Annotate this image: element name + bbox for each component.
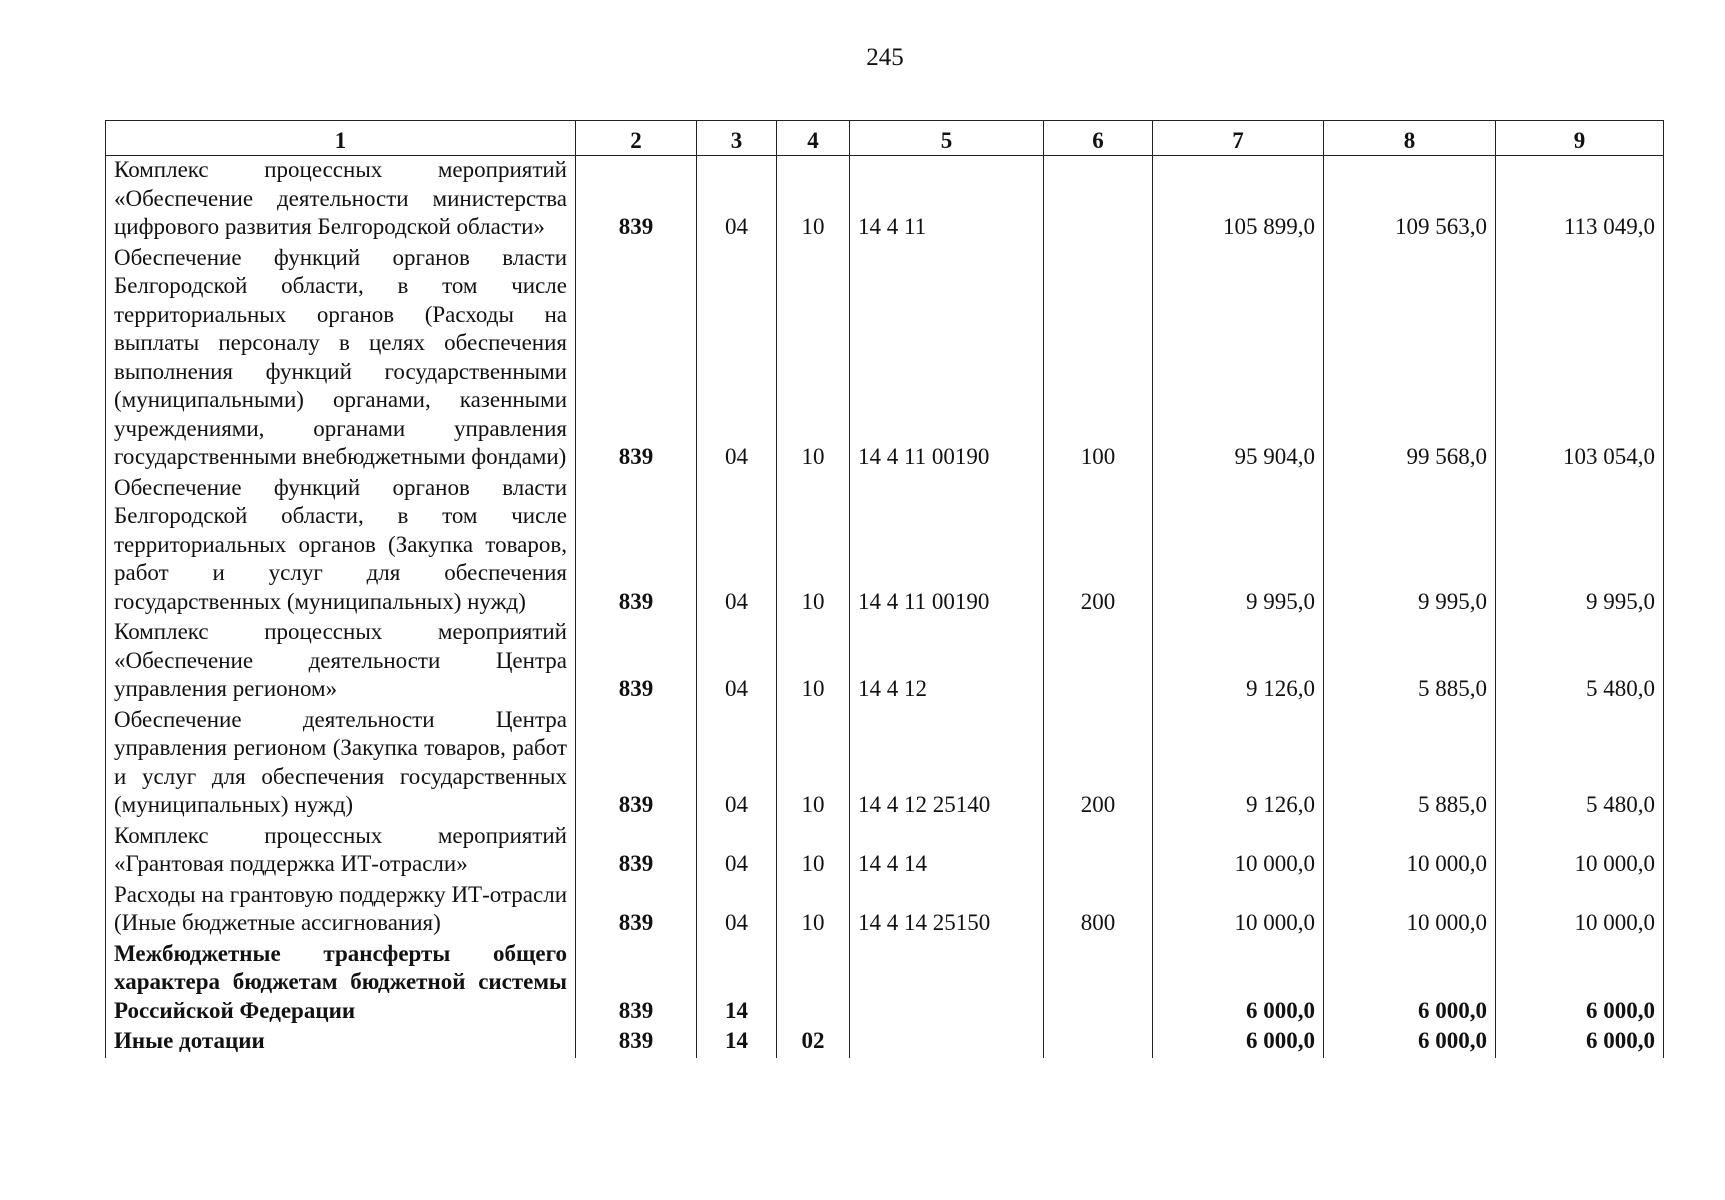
table-row [106, 244, 1664, 474]
table-row [106, 474, 1664, 619]
cell-target-article [850, 940, 1044, 1028]
header-col-9: 9 [1496, 121, 1664, 156]
cell-amount-year-3: 113 049,0 [1496, 156, 1664, 244]
cell-amount-year-2: 6 000,0 [1324, 940, 1496, 1028]
cell-subsection [777, 940, 850, 1028]
cell-ministry-code: 839 [576, 822, 697, 881]
cell-description: Обеспечение функций органов власти Белгородской области, в том числе территориальных органов (Закупка товаров, работ и услуг для обеспечения государственных (муниципальных) нужд) [106, 474, 576, 619]
cell-description: Комплекс процессных мероприятий «Обеспечение деятельности министерства цифрового развития Белгородской области» [106, 156, 576, 244]
header-col-3: 3 [697, 121, 777, 156]
cell-amount-year-3: 10 000,0 [1496, 881, 1664, 940]
cell-target-article: 14 4 12 [850, 618, 1044, 706]
cell-subsection: 10 [777, 156, 850, 244]
cell-description: Межбюджетные трансферты общего характера бюджетам бюджетной системы Российской Федерации [106, 940, 576, 1028]
cell-ministry-code: 839 [576, 474, 697, 619]
cell-amount-year-2: 5 885,0 [1324, 706, 1496, 822]
cell-ministry-code: 839 [576, 244, 697, 474]
cell-target-article: 14 4 11 00190 [850, 474, 1044, 619]
cell-subsection: 02 [777, 1027, 850, 1058]
cell-amount-year-2: 99 568,0 [1324, 244, 1496, 474]
table-row [106, 618, 1664, 706]
cell-amount-year-3: 103 054,0 [1496, 244, 1664, 474]
cell-expense-type: 200 [1044, 706, 1153, 822]
cell-amount-year-3: 6 000,0 [1496, 940, 1664, 1028]
header-col-4: 4 [777, 121, 850, 156]
page-number: 245 [866, 44, 904, 71]
cell-amount-year-2: 5 885,0 [1324, 618, 1496, 706]
budget-table [105, 120, 1664, 1058]
cell-amount-year-3: 6 000,0 [1496, 1027, 1664, 1058]
cell-ministry-code: 839 [576, 706, 697, 822]
cell-section: 04 [697, 244, 777, 474]
cell-description: Обеспечение функций органов власти Белгородской области, в том числе территориальных органов (Расходы на выплаты персоналу в целях обеспечения выполнения функций государственными (муниципальными) органами, казенными учреждениями, органами управления государственными внебюджетными фондами) [106, 244, 576, 474]
cell-description: Иные дотации [106, 1027, 576, 1058]
cell-ministry-code: 839 [576, 1027, 697, 1058]
cell-ministry-code: 839 [576, 881, 697, 940]
header-col-5: 5 [850, 121, 1044, 156]
cell-section: 04 [697, 822, 777, 881]
cell-amount-year-3: 5 480,0 [1496, 618, 1664, 706]
cell-expense-type [1044, 1027, 1153, 1058]
cell-expense-type [1044, 822, 1153, 881]
cell-amount-year-2: 10 000,0 [1324, 881, 1496, 940]
cell-subsection: 10 [777, 474, 850, 619]
cell-target-article: 14 4 14 25150 [850, 881, 1044, 940]
cell-subsection: 10 [777, 618, 850, 706]
cell-expense-type [1044, 156, 1153, 244]
table-row [106, 156, 1664, 244]
table-row [106, 822, 1664, 881]
table-row [106, 706, 1664, 822]
cell-section: 04 [697, 706, 777, 822]
header-row [106, 121, 1664, 156]
cell-section: 04 [697, 618, 777, 706]
cell-subsection: 10 [777, 822, 850, 881]
cell-section: 14 [697, 940, 777, 1028]
header-col-2: 2 [576, 121, 697, 156]
header-col-1: 1 [106, 121, 576, 156]
cell-amount-year-1: 6 000,0 [1153, 1027, 1324, 1058]
cell-amount-year-2: 9 995,0 [1324, 474, 1496, 619]
table-row [106, 940, 1664, 1028]
cell-expense-type [1044, 618, 1153, 706]
cell-amount-year-2: 109 563,0 [1324, 156, 1496, 244]
cell-amount-year-1: 10 000,0 [1153, 881, 1324, 940]
cell-ministry-code: 839 [576, 940, 697, 1028]
cell-target-article: 14 4 12 25140 [850, 706, 1044, 822]
cell-subsection: 10 [777, 706, 850, 822]
cell-description: Комплекс процессных мероприятий «Грантовая поддержка ИТ-отрасли» [106, 822, 576, 881]
cell-amount-year-1: 9 126,0 [1153, 618, 1324, 706]
header-col-6: 6 [1044, 121, 1153, 156]
header-col-7: 7 [1153, 121, 1324, 156]
cell-section: 04 [697, 474, 777, 619]
cell-description: Комплекс процессных мероприятий «Обеспечение деятельности Центра управления регионом» [106, 618, 576, 706]
cell-subsection: 10 [777, 244, 850, 474]
cell-amount-year-2: 6 000,0 [1324, 1027, 1496, 1058]
cell-expense-type: 200 [1044, 474, 1153, 619]
cell-amount-year-1: 95 904,0 [1153, 244, 1324, 474]
cell-description: Обеспечение деятельности Центра управления регионом (Закупка товаров, работ и услуг для обеспечения государственных (муниципальных) нужд) [106, 706, 576, 822]
cell-section: 04 [697, 881, 777, 940]
cell-expense-type [1044, 940, 1153, 1028]
cell-section: 04 [697, 156, 777, 244]
cell-expense-type: 800 [1044, 881, 1153, 940]
table-row [106, 1027, 1664, 1058]
cell-section: 14 [697, 1027, 777, 1058]
cell-subsection: 10 [777, 881, 850, 940]
table-row [106, 881, 1664, 940]
cell-target-article: 14 4 11 00190 [850, 244, 1044, 474]
cell-amount-year-3: 10 000,0 [1496, 822, 1664, 881]
cell-amount-year-1: 105 899,0 [1153, 156, 1324, 244]
cell-amount-year-1: 6 000,0 [1153, 940, 1324, 1028]
cell-amount-year-3: 9 995,0 [1496, 474, 1664, 619]
cell-target-article: 14 4 11 [850, 156, 1044, 244]
cell-ministry-code: 839 [576, 618, 697, 706]
cell-amount-year-2: 10 000,0 [1324, 822, 1496, 881]
cell-expense-type: 100 [1044, 244, 1153, 474]
cell-amount-year-1: 9 995,0 [1153, 474, 1324, 619]
cell-ministry-code: 839 [576, 156, 697, 244]
cell-target-article: 14 4 14 [850, 822, 1044, 881]
cell-amount-year-1: 9 126,0 [1153, 706, 1324, 822]
cell-description: Расходы на грантовую поддержку ИТ-отрасли (Иные бюджетные ассигнования) [106, 881, 576, 940]
cell-amount-year-3: 5 480,0 [1496, 706, 1664, 822]
header-col-8: 8 [1324, 121, 1496, 156]
cell-target-article [850, 1027, 1044, 1058]
table-body [106, 156, 1664, 1058]
cell-amount-year-1: 10 000,0 [1153, 822, 1324, 881]
